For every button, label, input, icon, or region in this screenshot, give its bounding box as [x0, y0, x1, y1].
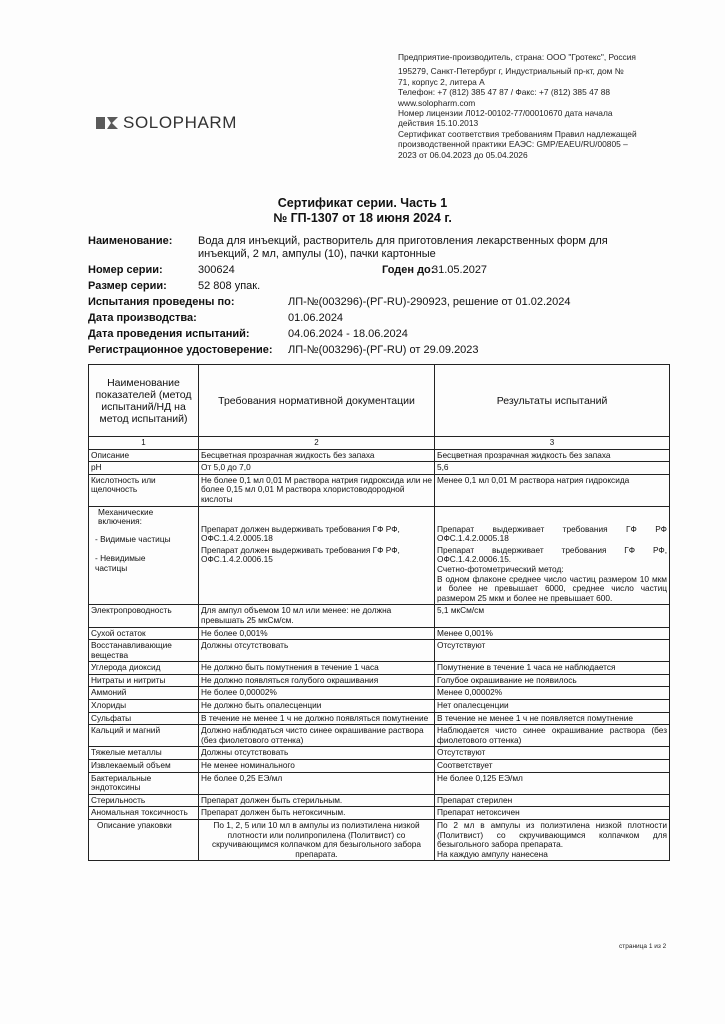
logo-text: SOLOPHARM [123, 113, 238, 132]
table-header-row [89, 365, 670, 437]
production-date-label: Дата производства: [88, 312, 197, 324]
table-row: Извлекаемый объем Не менее номинального Соответствует [89, 760, 670, 773]
license-line: Номер лицензии Л012-00102-77/00010670 дата начала [398, 108, 613, 119]
table-row-mechanical-inclusions: Механические включения: - Видимые частицы - Невидимые частицы Препарат должен выдерживать требования ГФ РФ, ОФС.1.4.2.0005.18 Препарат должен выдерживать требования ГФ РФ, ОФС.1.4.2.0006.15 Препарат выдерживает требования ГФ РФ ОФС.1.4.2.0005.18 Препарат выдерживает требования ГФ РФ, ОФС.1.4.2.0006.15. Счетно-фотометрический метод: В одном флаконе среднее число частиц размером 10 мкм и более не превышает 6000, среднее число частиц размером 25 мкм и более не превышает 600. [89, 506, 670, 605]
production-date-value: 01.06.2024 [288, 312, 344, 324]
registration-value: ЛП-№(003296)-(РГ-RU) от 29.09.2023 [288, 344, 479, 356]
document-title: Сертификат серии. Часть 1 [277, 196, 448, 210]
header-indicator: Наименование показателей (метод испытаний/НД на метод испытаний) [89, 365, 199, 437]
header-requirements: Требования нормативной документации [199, 365, 435, 437]
solopharm-logo-icon [96, 115, 118, 131]
tests-label: Испытания проведены по: [88, 296, 235, 308]
document-number: № ГП-1307 от 18 июня 2024 г. [273, 211, 452, 225]
table-row: Кальций и магний Должно наблюдаться чисто синее окрашивание раствора (без фиолетового оттенка) Наблюдается чисто синее окрашивание раствора (без фиолетового оттенка) [89, 725, 670, 747]
manufacturer-info [398, 52, 678, 160]
table-row: Хлориды Не должно быть опалесценции Нет опалесценции [89, 700, 670, 713]
table-row: Сульфаты В течение не менее 1 ч не должно появляться помутнение В течение не менее 1 ч не появляется помутнение [89, 712, 670, 725]
table-row: Бактериальные эндотоксины Не более 0,25 ЕЭ/мл Не более 0,125 ЕЭ/мл [89, 772, 670, 794]
expiry-label: Годен до: [382, 264, 435, 276]
table-row: Аномальная токсичность Препарат должен быть нетоксичным. Препарат нетоксичен [89, 807, 670, 820]
name-value: Вода для инъекций, растворитель для приготовления лекарственных форм для инъекций, 2 мл, ампулы (10), пачки картонные [198, 235, 608, 260]
test-results-table [88, 364, 670, 861]
table-row: Восстанавливающие вещества Должны отсутствовать Отсутствуют [89, 640, 670, 662]
table-row: Описание упаковки По 1, 2, 5 или 10 мл в ампулы из полиэтилена низкой плотности или полипропилена (Политвист) со скручивающимся колпачком для безыгольного забора препарата. По 2 мл в ампулы из полиэтилена низкой плотности (Политвист) со скручивающимся колпачком для безыгольного забора препарата. На каждую ампулу нанесена [89, 820, 670, 861]
license-line: действия 15.10.2013 [398, 118, 479, 129]
table-row: Кислотность или щелочность Не более 0,1 мл 0,01 М раствора натрия гидроксида или не более 0,15 мл 0,01 М раствора хлористоводородной кислоты Менее 0,1 мл 0,01 М раствора натрия гидроксида [89, 474, 670, 506]
page-number: страница 1 из 2 [619, 943, 667, 950]
series-value: 300624 [198, 264, 235, 276]
table-row: Нитраты и нитриты Не должно появляться голубого окрашивания Голубое окрашивание не появилось [89, 674, 670, 687]
table-row: Сухой остаток Не более 0,001% Менее 0,001% [89, 627, 670, 640]
address-line: 195279, Санкт-Петербург г, Индустриальный пр-кт, дом № [398, 66, 624, 77]
header-results: Результаты испытаний [435, 365, 670, 437]
table-row: Стерильность Препарат должен быть стерильным. Препарат стерилен [89, 794, 670, 807]
gmp-line: производственной практики ЕАЭС: GMP/EAEU/RU/00805 – [398, 139, 628, 150]
size-value: 52 808 упак. [198, 280, 261, 292]
table-row: Углерода диоксид Не должно быть помутнения в течение 1 часа Помутнение в течение 1 часа не наблюдается [89, 662, 670, 675]
gmp-line: 2023 от 06.04.2023 до 05.04.2026 [398, 149, 528, 160]
registration-label: Регистрационное удостоверение: [88, 344, 273, 356]
column-number-row: 1 2 3 [89, 437, 670, 450]
table-row: pH От 5,0 до 7,0 5,6 [89, 462, 670, 475]
website-line: www.solopharm.com [398, 97, 476, 108]
name-label: Наименование: [88, 235, 173, 247]
manufacturer-line: Предприятие-производитель, страна: ООО "Гротекс", Россия [398, 52, 636, 62]
test-dates-label: Дата проведения испытаний: [88, 328, 250, 340]
test-dates-value: 04.06.2024 - 18.06.2024 [288, 328, 408, 340]
address-line: 71, корпус 2, литера А [398, 76, 485, 87]
table-row: Тяжелые металлы Должны отсутствовать Отсутствуют [89, 747, 670, 760]
table-row: Аммоний Не более 0,00002% Менее 0,00002% [89, 687, 670, 700]
size-label: Размер серии: [88, 280, 167, 292]
tests-value: ЛП-№(003296)-(РГ-RU)-290923, решение от 01.02.2024 [288, 296, 571, 308]
table-row: Описание Бесцветная прозрачная жидкость без запаха Бесцветная прозрачная жидкость без запаха [89, 449, 670, 462]
series-label: Номер серии: [88, 264, 163, 276]
expiry-value: 31.05.2027 [432, 264, 488, 276]
company-logo [96, 113, 237, 133]
gmp-line: Сертификат соответствия требованиям Правил надлежащей [398, 128, 637, 139]
phone-line: Телефон: +7 (812) 385 47 87 / Факс: +7 (812) 385 47 88 [398, 87, 611, 98]
table-row: Электропроводность Для ампул объемом 10 мл или менее: не должна превышать 25 мкСм/см. 5,1 мкСм/см [89, 605, 670, 627]
